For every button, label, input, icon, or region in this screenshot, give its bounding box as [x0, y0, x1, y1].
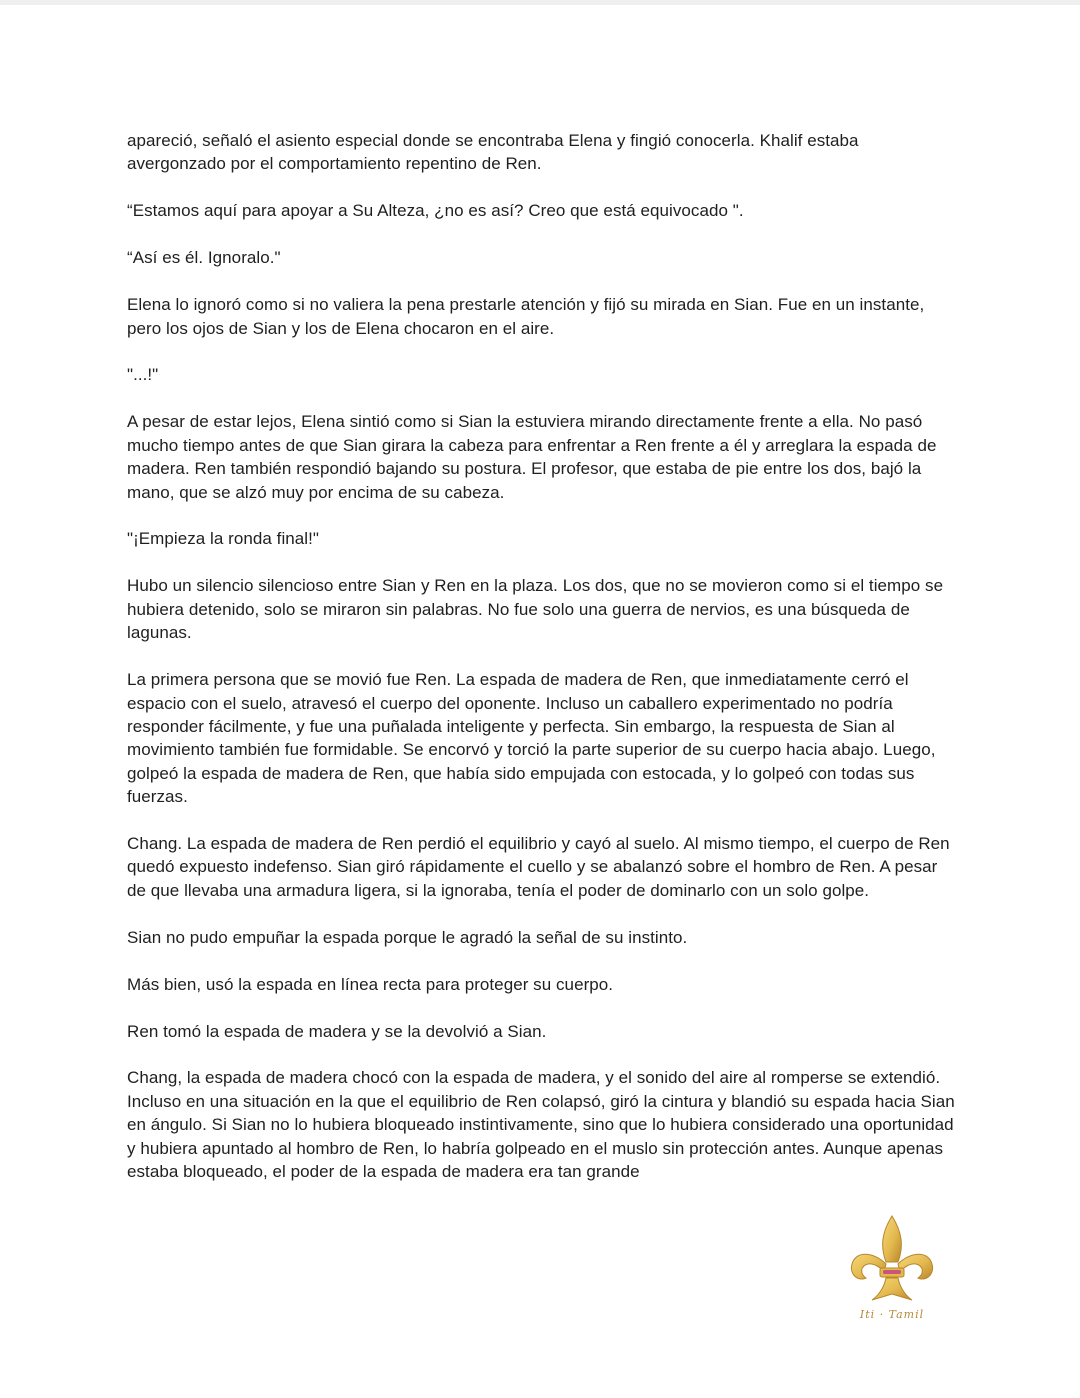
paragraph: Sian no pudo empuñar la espada porque le agradó la señal de su instinto.: [127, 927, 688, 947]
signature: Iti · Tamil: [859, 1308, 925, 1321]
paragraph: A pesar de estar lejos, Elena sintió como si Sian la estuviera mirando directamente frente a ella. No pasó mucho tiempo antes de que Sian girara la cabeza para enfrentar a Ren frente a él y arreglara la espada de madera. Ren también respondió bajando su postura. El profesor, que estaba de pie entre los dos, bajó la mano, que se alzó muy por encima de su cabeza.: [127, 412, 937, 502]
document-page: [127, 129, 957, 1207]
paragraph: Chang, la espada de madera chocó con la espada de madera, y el sonido del aire al romperse se extendió. Incluso en una situación en la que el equilibrio de Ren colapsó, giró la cintura y blandió su espada hacia Sian en ángulo. Si Sian no lo hubiera bloqueado instintivamente, sino que lo hubiera considerado una oportunidad y hubiera apuntado al hombro de Ren, lo habría golpeado en el muslo sin protección antes. Aunque apenas estaba bloqueado, el poder de la espada de madera era tan grande: [127, 1068, 955, 1182]
watermark-logo: [846, 1212, 938, 1332]
paragraph: Hubo un silencio silencioso entre Sian y Ren en la plaza. Los dos, que no se movieron como si el tiempo se hubiera detenido, solo se miraron sin palabras. No fue solo una guerra de nervios, es una búsqueda de lagunas.: [127, 576, 944, 643]
paragraph: "...!": [127, 365, 159, 385]
paragraph: "¡Empieza la ronda final!": [127, 529, 319, 549]
paragraph: “Así es él. Ignoralo.": [127, 248, 281, 268]
paragraph: Chang. La espada de madera de Ren perdió el equilibrio y cayó al suelo. Al mismo tiempo, el cuerpo de Ren quedó expuesto indefenso. Sian giró rápidamente el cuello y se abalanzó sobre el hombro de Ren. A pesar de que llevaba una armadura ligera, si la ignoraba, tenía el poder de dominarlo con un solo golpe.: [127, 834, 950, 900]
paragraph: Más bien, usó la espada en línea recta para proteger su cuerpo.: [127, 974, 614, 994]
paragraph: Elena lo ignoró como si no valiera la pena prestarle atención y fijó su mirada en Sian. Fue en un instante, pero los ojos de Sian y los de Elena chocaron en el aire.: [127, 295, 925, 338]
paragraph: “Estamos aquí para apoyar a Su Alteza, ¿no es así? Creo que está equivocado ".: [127, 201, 744, 221]
paragraph: La primera persona que se movió fue Ren. La espada de madera de Ren, que inmediatamente cerró el espacio con el suelo, atravesó el cuerpo del oponente. Incluso un caballero experimentado no podría responder fácilmente, y fue una puñalada inteligente y perfecta. Sin embargo, la respuesta de Sian al movimiento también fue formidable. Se encorvó y torció la parte superior de su cuerpo hacia abajo. Luego, golpeó la espada de madera de Ren, que había sido empujada con estocada, y lo golpeó con todas sus fuerzas.: [127, 670, 936, 807]
top-divider: [0, 0, 1080, 5]
fleur-de-lis-icon: [846, 1212, 938, 1308]
paragraph: apareció, señaló el asiento especial donde se encontraba Elena y fingió conocerla. Khalif estaba avergonzado por el comportamiento repentino de Ren.: [127, 131, 859, 174]
paragraph: Ren tomó la espada de madera y se la devolvió a Sian.: [127, 1021, 547, 1041]
